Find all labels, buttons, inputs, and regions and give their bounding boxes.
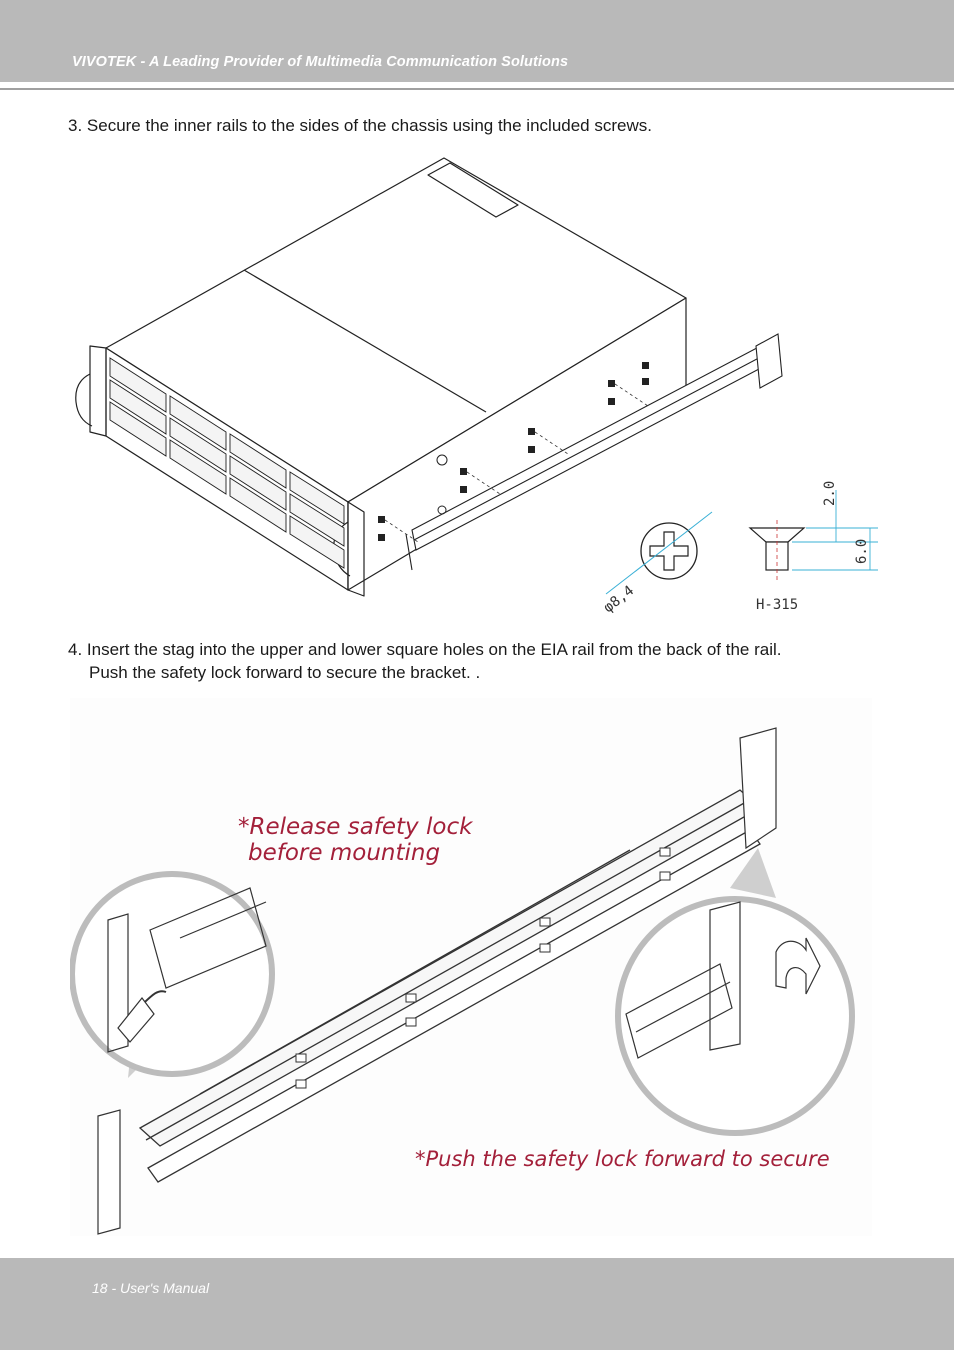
release-lock-caption-line1: *Release safety lock — [238, 814, 473, 840]
screw-head-icon — [606, 512, 712, 594]
chassis-rail-diagram — [66, 150, 896, 620]
screw-code-label: H-315 — [756, 597, 799, 613]
dim-head-label: 2.0 — [822, 480, 838, 506]
eia-rail-diagram — [70, 698, 872, 1236]
step-4-text-line1: 4. Insert the stag into the upper and lower square holes on the EIA rail from the back of the rail. — [68, 640, 782, 659]
header-divider — [0, 88, 954, 90]
release-lock-zoom — [72, 874, 272, 1078]
release-lock-caption-line2: before mounting — [248, 840, 441, 866]
page-number-label: 18 - User's Manual — [92, 1280, 210, 1296]
screw-side-diagram — [750, 490, 878, 580]
header-title: VIVOTEK - A Leading Provider of Multimedia Communication Solutions — [72, 54, 569, 70]
dim-shank-label: 6.0 — [854, 538, 870, 564]
push-lock-caption: *Push the safety lock forward to secure — [415, 1147, 830, 1171]
step-4-text-line2: Push the safety lock forward to secure the bracket. . — [89, 663, 481, 682]
step-3-text: 3. Secure the inner rails to the sides of the chassis using the included screws. — [68, 116, 652, 135]
screw-diameter-label: φ8,4 — [600, 582, 638, 617]
page-footer — [0, 1258, 954, 1350]
